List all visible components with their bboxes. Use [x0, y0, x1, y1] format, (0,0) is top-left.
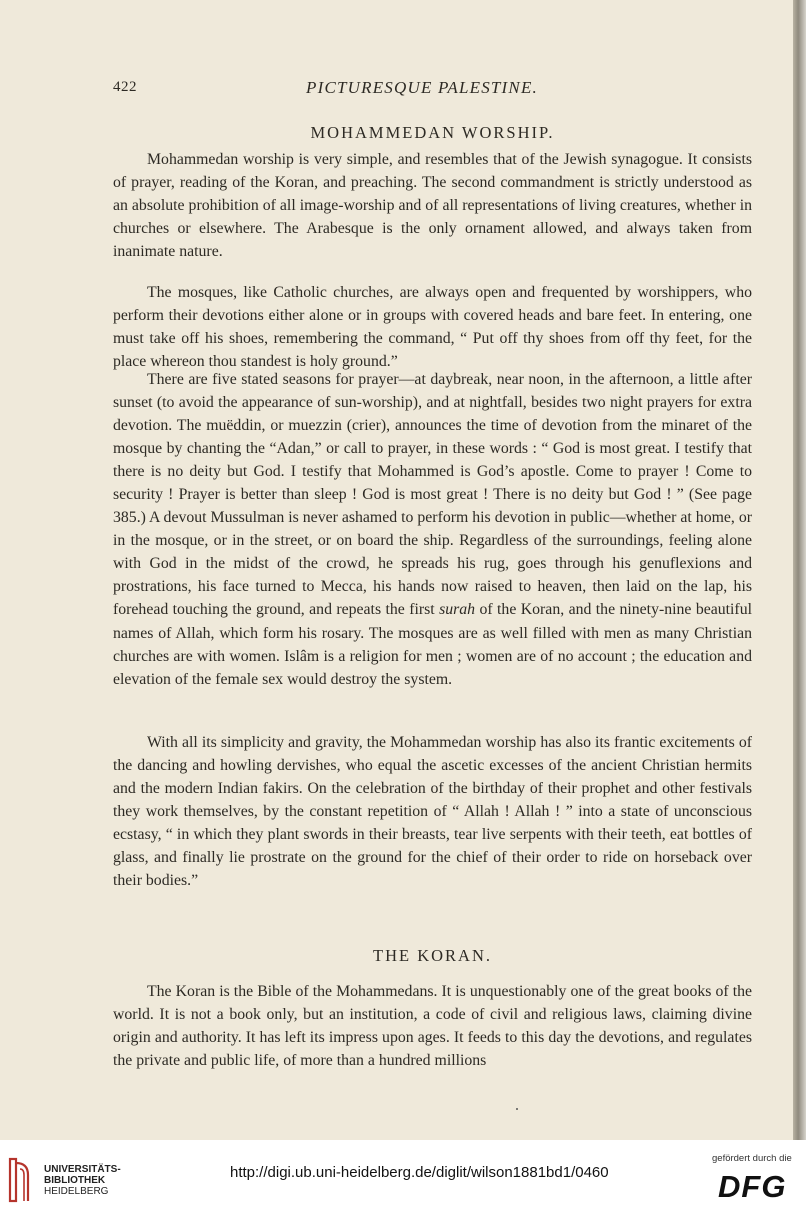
page-number: 422: [113, 79, 137, 95]
paragraph: The mosques, like Catholic churches, are always open and frequented by worshippers, who perform their devotions either alone or in groups with covered heads and bare feet. In entering, one must take off his shoes, remembering the command, “ Put off thy shoes from off thy feet, for the place whereon thou standest is holy ground.”: [113, 284, 752, 371]
paragraph: There are five stated seasons for prayer—at daybreak, near noon, in the afternoon, a little after sunset (to avoid the appearance of sun-worship), and at nightfall, besides two night prayers for extra devotion. The muëddin, or muezzin (crier), announces the time of devotion from the minaret of the mosque by chanting the “Adan,” or call to prayer, in these words : “ God is most great. I testify that there is no deity but God. I testify that Mohammed is God’s apostle. Come to prayer ! Come to security ! Prayer is better than sleep ! God is most great ! There is no deity but God ! ” (See page 385.) A devout Mussulman is never ashamed to perform his devotion in public—whether at home, or in the mosque, or in the street, or on board the ship. Regardless of the surroundings, feeling alone with God in the midst of the crowd, he spreads his rug, goes through his genuflexions and prostrations, his face turned to Mecca, his hands now raised to heaven, then laid on the lap, his forehead touching the ground, and repeats the first surah of the Koran, and the ninety-nine beautiful names of Allah, which form his rosary. The mosques are as well filled with men as many Christian churches are with women. Islâm is a religion for men ; women are of no account ; the education and elevation of the female sex would destroy the system.: [113, 371, 752, 688]
section-heading-worship: MOHAMMEDAN WORSHIP.: [310, 123, 555, 142]
library-name-line: BIBLIOTHEK: [44, 1175, 106, 1186]
italic-term: surah: [439, 601, 476, 619]
paragraph: With all its simplicity and gravity, the Mohammedan worship has also its frantic excitements of the dancing and howling dervishes, who equal the ascetic excesses of the ancient Christian hermits and the modern Indian fakirs. On the celebration of the birthday of their prophet and other festivals they work themselves, by the constant repetition of “ Allah ! Allah ! ” into a state of unconscious ecstasy, “ in which they plant swords in their breasts, tear live serpents with their teeth, eat bottles of glass, and finally lie prostrate on the ground for the chief of their order to ride on horseback over their bodies.”: [113, 734, 752, 890]
paragraph: The Koran is the Bible of the Mohammedans. It is unquestionably one of the great books of the world. It is not a book only, but an institution, a code of civil and religious laws, claiming divine origin and authority. It has left its impress upon ages. It feeds to this day the devotions, and regulates the private and public life, of more than a hundred millions: [113, 983, 752, 1070]
university-library-logo-icon: [8, 1157, 34, 1203]
library-name-line: UNIVERSITÄTS-: [44, 1164, 121, 1175]
footer-bar: [0, 1140, 806, 1208]
scan-page-edge: [793, 0, 806, 1140]
dfg-logo: DFG: [718, 1169, 787, 1204]
permalink-url[interactable]: http://digi.ub.uni-heidelberg.de/diglit/wilson1881bd1/0460: [230, 1164, 609, 1181]
paragraph: Mohammedan worship is very simple, and resembles that of the Jewish synagogue. It consists of prayer, reading of the Koran, and preaching. The second commandment is strictly understood as an absolute prohibition of all image-worship and of all representations of living creatures, whether in churches or elsewhere. The Arabesque is the only ornament allowed, and always taken from inanimate nature.: [113, 151, 752, 261]
funder-note: gefördert durch die: [712, 1153, 792, 1164]
section-heading-koran: THE KORAN.: [373, 946, 492, 965]
library-name: [44, 1164, 121, 1197]
library-name-line: HEIDELBERG: [44, 1186, 109, 1197]
running-head: PICTURESQUE PALESTINE.: [306, 78, 538, 97]
scan-speck: [516, 1108, 518, 1110]
